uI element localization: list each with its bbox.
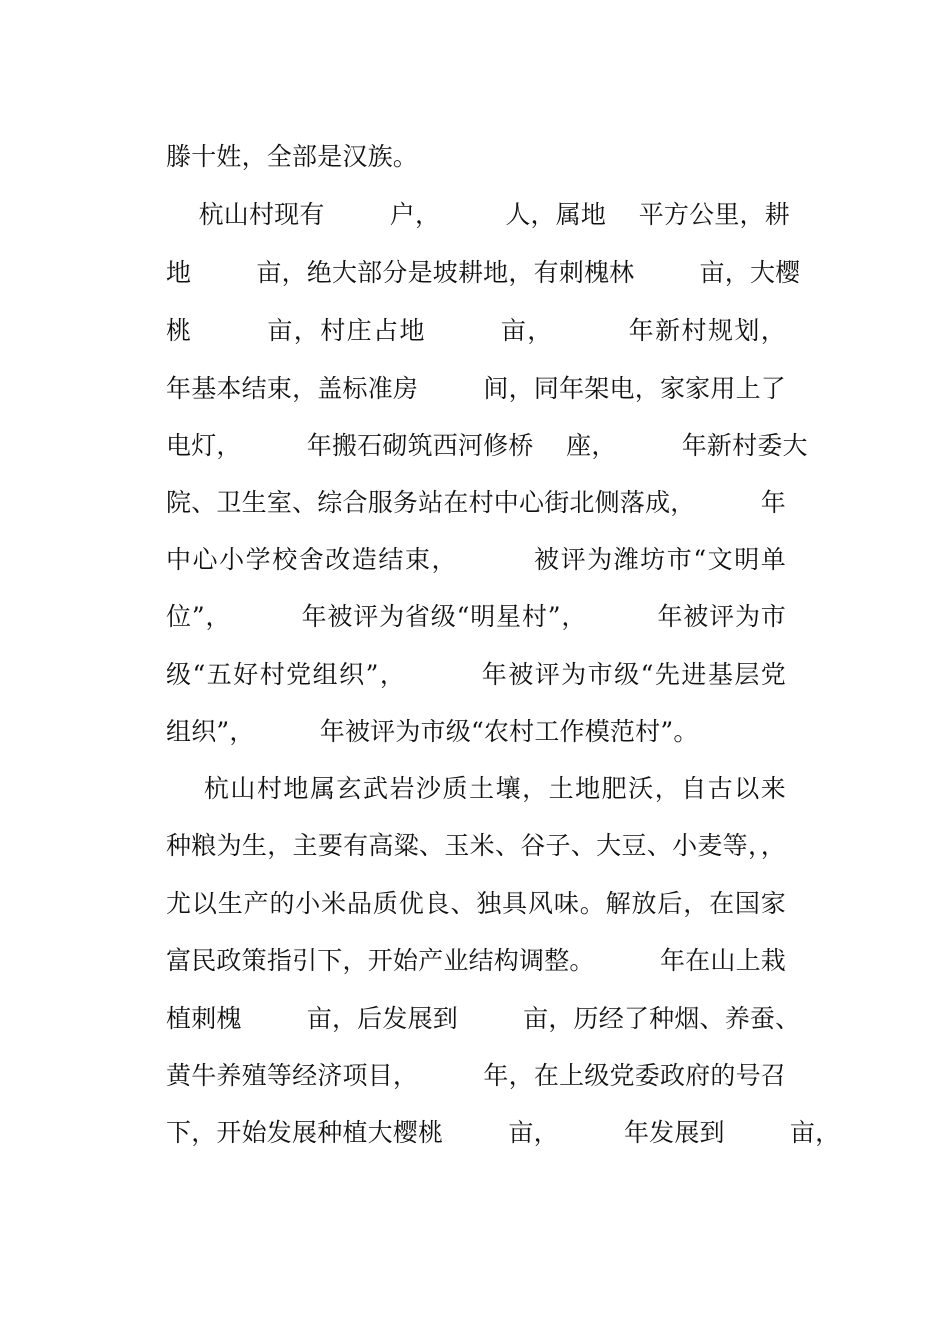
paragraph-line-7: 院、卫生室、综合服务站在村中心街北侧落成， 年 bbox=[166, 488, 786, 517]
paragraph-line-11: 组织”， 年被评为市级“农村工作模范村”。 bbox=[166, 717, 699, 746]
paragraph-line-17: 黄牛养殖等经济项目， 年，在上级党委政府的号召 bbox=[166, 1061, 786, 1090]
paragraph-line-4: 桃 亩，村庄占地 亩， 年新村规划， bbox=[166, 316, 786, 345]
paragraph-line-3: 地 亩，绝大部分是坡耕地，有刺槐林 亩，大樱 bbox=[166, 258, 801, 287]
paragraph-line-14: 尤以生产的小米品质优良、独具风味。解放后，在国家 bbox=[166, 889, 786, 918]
paragraph-line-10: 级“五好村党组织”， 年被评为市级“先进基层党 bbox=[166, 660, 786, 689]
paragraph-line-13: 种粮为生，主要有高粱、玉米、谷子、大豆、小麦等，， bbox=[166, 831, 786, 860]
paragraph-line-2: 杭山村现有 户， 人，属地 平方公里，耕 bbox=[166, 200, 790, 229]
paragraph-line-15: 富民政策指引下，开始产业结构调整。 年在山上栽 bbox=[166, 946, 786, 975]
paragraph-line-8: 中心小学校舍改造结束， 被评为潍坊市“文明单 bbox=[166, 545, 786, 574]
paragraph-line-12: 杭山村地属玄武岩沙质土壤，土地肥沃，自古以来 bbox=[166, 774, 786, 803]
paragraph-line-16: 植刺槐 亩，后发展到 亩，历经了种烟、养蚕、 bbox=[166, 1004, 801, 1033]
paragraph-line-1: 滕十姓，全部是汉族。 bbox=[166, 142, 419, 171]
paragraph-line-5: 年基本结束，盖标准房 间，同年架电，家家用上了 bbox=[166, 374, 786, 403]
paragraph-line-6: 电灯， 年搬石砌筑西河修桥 座， 年新村委大 bbox=[166, 431, 808, 460]
paragraph-line-9: 位”， 年被评为省级“明星村”， 年被评为市 bbox=[166, 602, 786, 631]
paragraph-line-18: 下，开始发展种植大樱桃 亩， 年发展到 亩， bbox=[166, 1118, 841, 1147]
